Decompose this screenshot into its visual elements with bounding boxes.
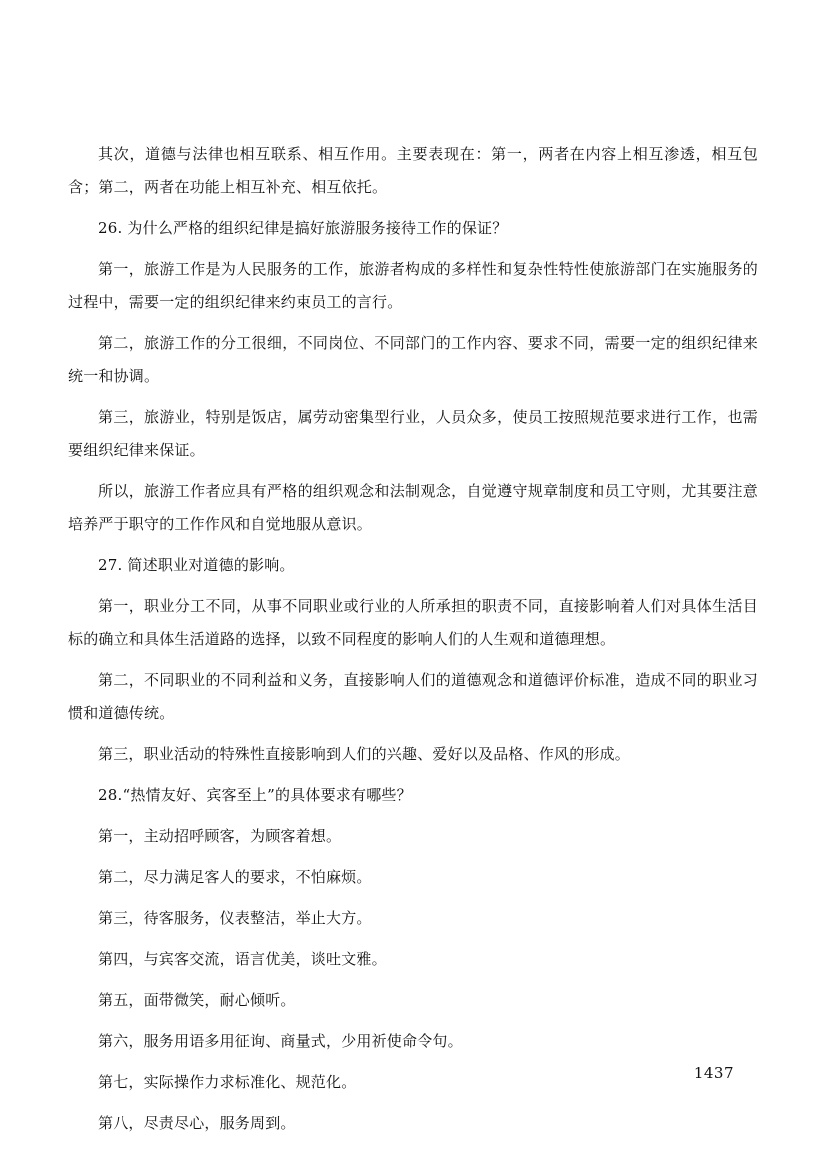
document-body [68, 138, 758, 1148]
paragraph: 第一，职业分工不同，从事不同职业或行业的人所承担的职责不同，直接影响着人们对具体生活目标的确立和具体生活道路的选择，以致不同程度的影响人们的人生观和道德理想。 [68, 597, 758, 648]
page-number: 1437 [693, 1064, 734, 1082]
paragraph: 第二，不同职业的不同利益和义务，直接影响人们的道德观念和道德评价标准，造成不同的职业习惯和道德传统。 [68, 671, 758, 722]
paragraph: 第八，尽责尽心，服务周到。 [98, 1114, 296, 1132]
paragraph: 第三，待客服务，仪表整洁，举止大方。 [98, 909, 372, 927]
paragraph: 第一，主动招呼顾客，为顾客着想。 [98, 827, 342, 845]
paragraph: 第六，服务用语多用征询、商量式，少用祈使命令句。 [98, 1032, 463, 1050]
paragraph: 第二，尽力满足客人的要求，不怕麻烦。 [98, 868, 372, 886]
paragraph: 第三，职业活动的特殊性直接影响到人们的兴趣、爱好以及品格、作风的形成。 [98, 745, 631, 763]
paragraph: 第二，旅游工作的分工很细，不同岗位、不同部门的工作内容、要求不同，需要一定的组织纪律来统一和协调。 [68, 334, 758, 385]
paragraph: 所以，旅游工作者应具有严格的组织观念和法制观念，自觉遵守规章制度和员工守则，尤其要注意培养严于职守的工作作风和自觉地服从意识。 [68, 482, 758, 533]
paragraph: 第七，实际操作力求标准化、规范化。 [98, 1073, 357, 1091]
paragraph: 其次，道德与法律也相互联系、相互作用。主要表现在：第一，两者在内容上相互渗透，相互包含；第二，两者在功能上相互补充、相互依托。 [68, 145, 758, 196]
paragraph: 第五，面带微笑，耐心倾听。 [98, 991, 296, 1009]
paragraph: 第三，旅游业，特别是饭店，属劳动密集型行业，人员众多，使员工按照规范要求进行工作，也需要组织纪律来保证。 [68, 408, 758, 459]
paragraph: 第四，与宾客交流，语言优美，谈吐文雅。 [98, 950, 387, 968]
paragraph: 第一，旅游工作是为人民服务的工作，旅游者构成的多样性和复杂性特性使旅游部门在实施服务的过程中，需要一定的组织纪律来约束员工的言行。 [68, 260, 758, 311]
question-heading: 27. 简述职业对道德的影响。 [98, 556, 295, 574]
question-heading: 28.“热情友好、宾客至上”的具体要求有哪些？ [98, 786, 412, 804]
question-heading: 26. 为什么严格的组织纪律是搞好旅游服务接待工作的保证？ [98, 219, 508, 237]
